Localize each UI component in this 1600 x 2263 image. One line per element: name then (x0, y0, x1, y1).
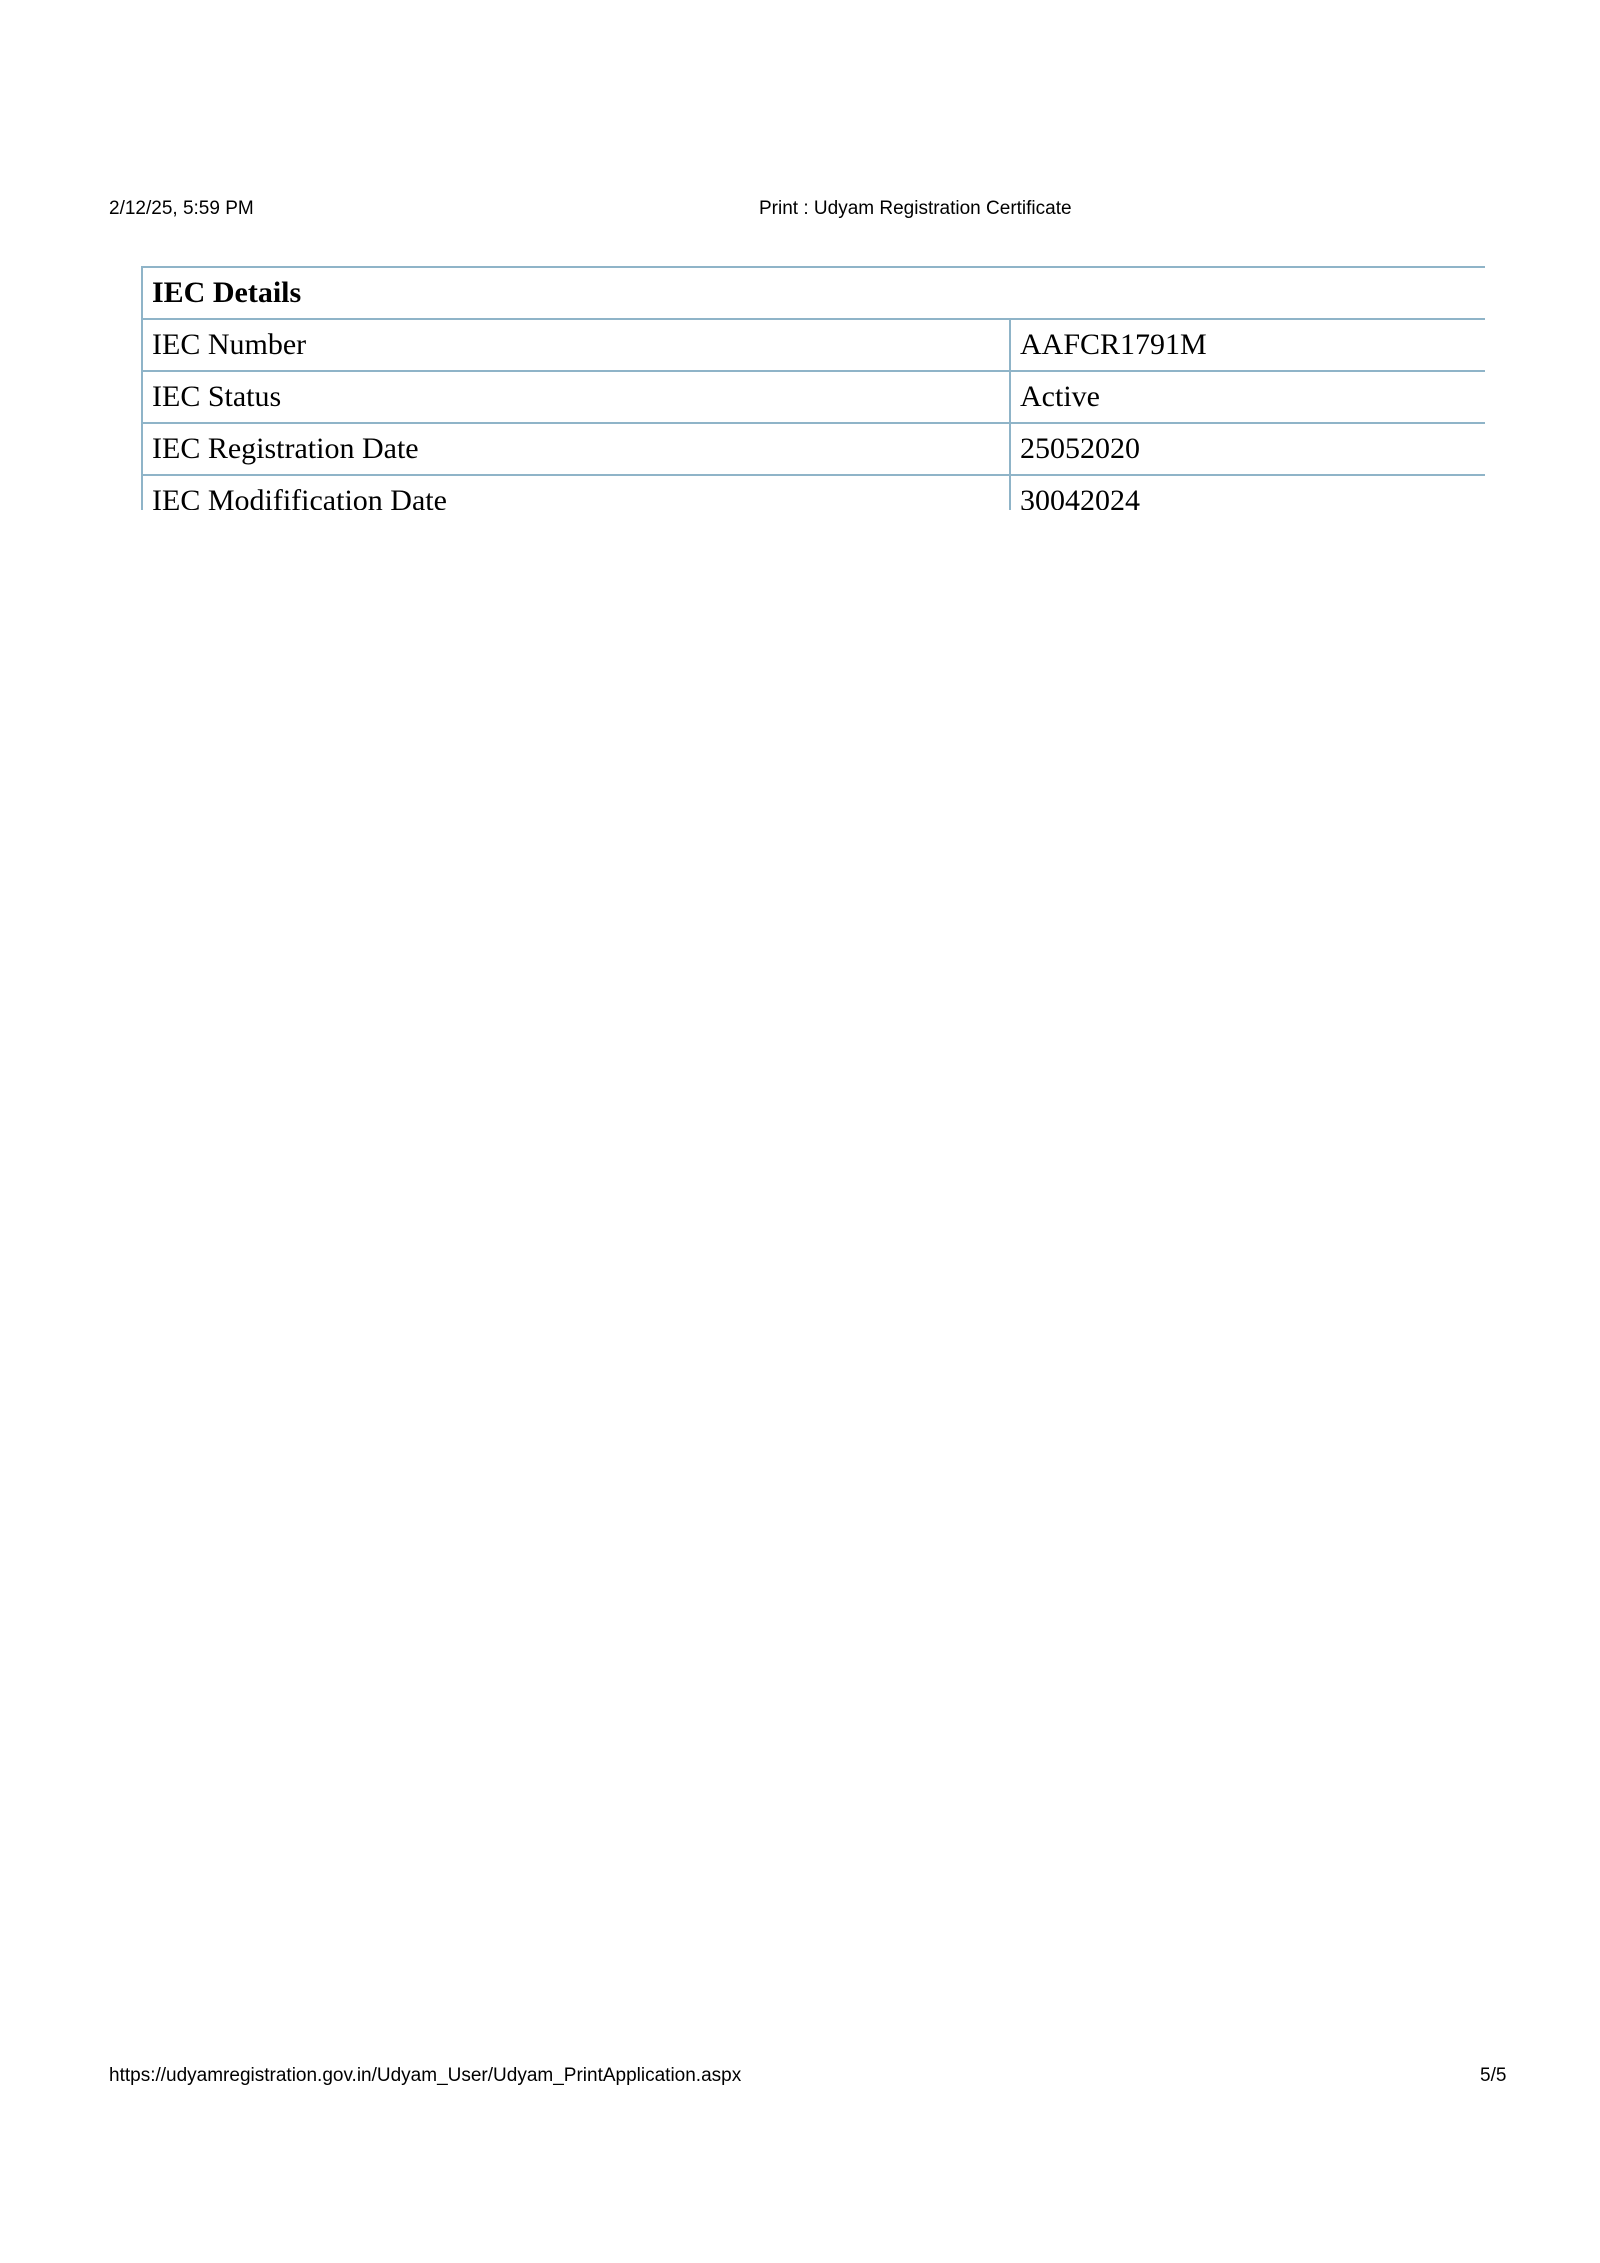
row-value: AAFCR1791M (1010, 319, 1485, 371)
print-date-time: 2/12/25, 5:59 PM (109, 198, 254, 219)
section-heading: IEC Details (142, 267, 1485, 319)
table-row (142, 371, 1485, 423)
row-value: 30042024 (1010, 475, 1485, 510)
print-page-title: Print : Udyam Registration Certificate (759, 198, 1072, 219)
table-header-row (142, 267, 1485, 319)
row-value: 25052020 (1010, 423, 1485, 475)
table-row (142, 319, 1485, 371)
row-label: IEC Number (142, 319, 1010, 371)
iec-details-table (141, 266, 1485, 510)
row-value: Active (1010, 371, 1485, 423)
row-label: IEC Status (142, 371, 1010, 423)
table-row (142, 475, 1485, 510)
iec-details-table-container (141, 266, 1485, 510)
page-number: 5/5 (1480, 2065, 1507, 2086)
row-label: IEC Modifification Date (142, 475, 1010, 510)
table-row (142, 423, 1485, 475)
row-label: IEC Registration Date (142, 423, 1010, 475)
print-footer-url: https://udyamregistration.gov.in/Udyam_User/Udyam_PrintApplication.aspx (109, 2065, 742, 2086)
